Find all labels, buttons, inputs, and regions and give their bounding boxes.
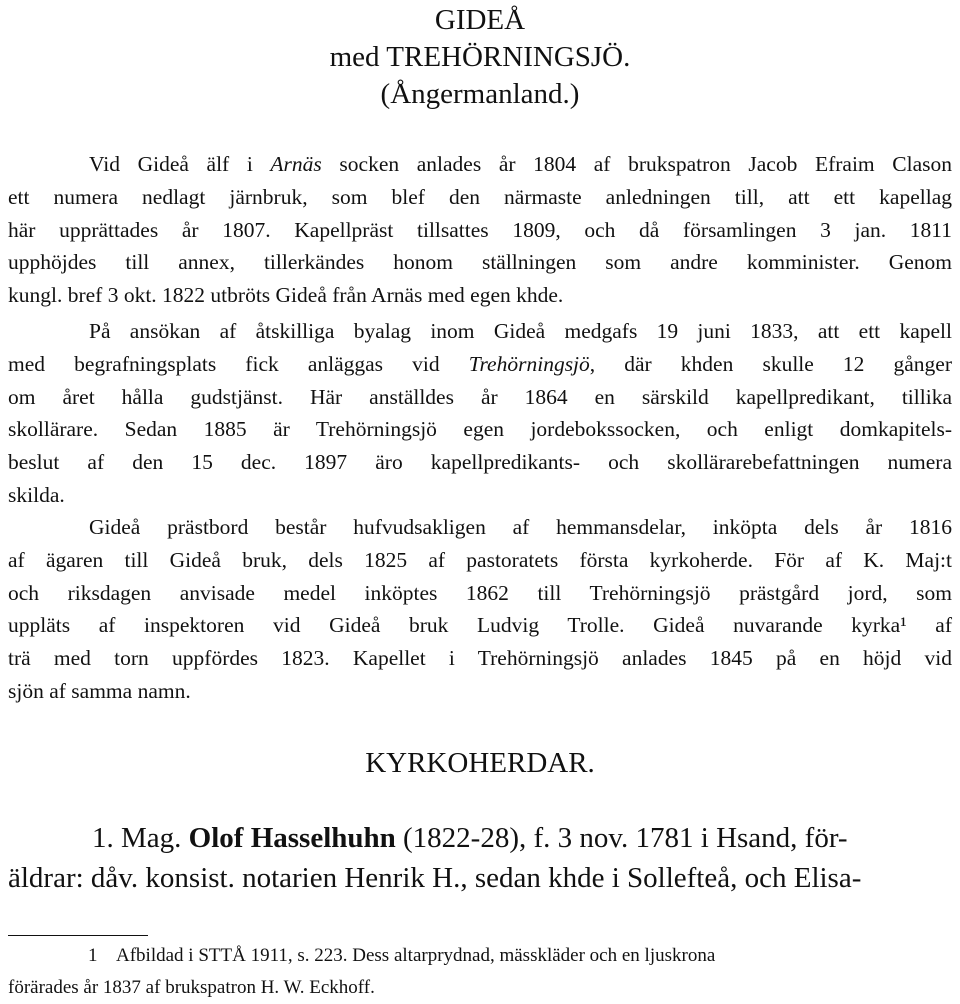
text-segment: socken anlades år 1804 af brukspatron Jacob Efraim Clason [321,152,952,176]
text-line [8,148,952,181]
text-line: Gideå prästbord består hufvudsakligen af hemmansdelar, inköpta dels år 1816 [89,515,952,539]
text-line: upphöjdes till annex, tillerkändes honom ställningen som andre komminister. Genom [8,250,952,275]
footnote-divider [8,935,148,936]
place-name-italic: Trehörningsjö [468,351,590,376]
page-heading [0,2,960,113]
paragraph-history [8,148,952,312]
heading-region: (Ångermanland.) [380,78,580,110]
place-name-italic: Arnäs [270,152,322,176]
text-line: här upprättades år 1807. Kapellpräst tillsattes 1809, och då församlingen 3 jan. 1811 [8,217,952,242]
text-line [8,348,952,381]
heading-title: GIDEÅ [434,4,526,36]
paragraph-parsonage [8,511,952,708]
text-line: sjön af samma namn. [8,678,191,703]
text-line: skollärare. Sedan 1885 är Trehörningsjö egen jordebokssocken, och enligt domkapitels- [8,417,952,442]
footnote-line [8,940,952,972]
text-line: och riksdagen anvisade medel inköptes 1862 till Trehörningsjö prästgård jord, som [8,580,952,605]
footnote-marker: 1 [88,945,98,966]
entry-line [8,818,952,858]
text-line: kungl. bref 3 okt. 1822 utbröts Gideå från Arnäs med egen khde. [8,283,564,308]
paragraph-chapel [8,315,952,512]
text-line: skilda. [8,482,65,507]
text-segment: Vid Gideå älf i [89,152,271,176]
footnote-text: Afbildad i STTÅ 1911, s. 223. Dess altarprydnad, mässkläder och en ljuskrona [116,945,716,966]
heading-subtitle: med TREHÖRNINGSJÖ. [329,41,631,73]
text-line: ett numera nedlagt järnbruk, som blef den närmaste anledningen till, att ett kapellag [8,184,952,209]
footnote [8,940,952,1004]
text-segment: med begrafningsplats fick anläggas vid [8,351,469,376]
text-line: af ägaren till Gideå bruk, dels 1825 af pastoratets första kyrkoherde. För af K. Maj:t [8,547,952,572]
text-line: beslut af den 15 dec. 1897 äro kapellpredikants- och skollärarebefattningen numera [8,450,952,475]
entry-prefix: 1. Mag. [92,822,189,854]
section-title: KYRKOHERDAR. [365,747,595,779]
footnote-line: förärades år 1837 af brukspatron H. W. Eckhoff. [8,977,375,998]
text-segment: , där khden skulle 12 gånger [589,351,952,376]
entry-name: Olof Hasselhuhn [188,822,396,854]
text-line: trä med torn uppfördes 1823. Kapellet i Trehörningsjö anlades 1845 på en höjd vid [8,646,952,671]
entry-line: äldrar: dåv. konsist. notarien Henrik H., sedan khde i Sollefteå, och Elisa- [8,862,862,894]
text-line: På ansökan af åtskilliga byalag inom Gideå medgafs 19 juni 1833, att ett kapell [89,319,952,343]
text-line: om året hålla gudstjänst. Här anställdes år 1864 en särskild kapellpredikant, tillika [8,384,952,409]
clergy-entry [8,818,952,898]
text-line: uppläts af inspektoren vid Gideå bruk Ludvig Trolle. Gideå nuvarande kyrka¹ af [8,613,952,638]
entry-text: (1822-28), f. 3 nov. 1781 i Hsand, för- [395,822,848,854]
